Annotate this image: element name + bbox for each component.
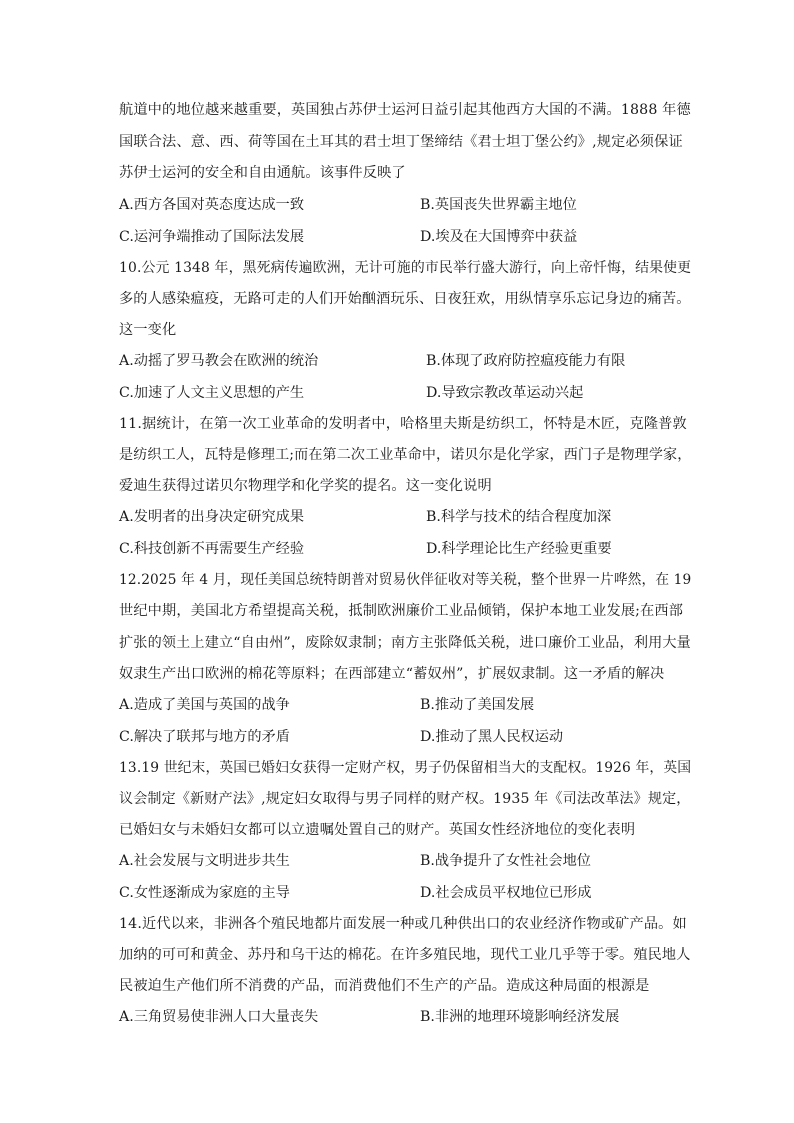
- intro-line-2: 国联合法、意、西、荷等国在土耳其的君士坦丁堡缔结《君士坦丁堡公约》,规定必须保证: [119, 134, 683, 150]
- q11-line-1: 11.据统计，在第一次工业革命的发明者中，哈格里夫斯是纺织工，怀特是木匠，克隆普敦: [119, 416, 687, 432]
- q13-line-3: 已婚妇女与未婚妇女都可以立遗嘱处置自己的财产。英国女性经济地位的变化表明: [119, 822, 636, 838]
- q12-option-d: D.推动了黑人民权运动: [420, 729, 564, 745]
- q14-line-1: 14.近代以来，非洲各个殖民地都片面发展一种或几种供出口的农业经济作物或矿产品。如: [119, 916, 687, 932]
- intro-line-1: 航道中的地位越来越重要，英国独占苏伊士运河日益引起其他西方大国的不满。1888 年德: [119, 102, 691, 118]
- q10-line-2: 多的人感染瘟疫，无路可走的人们开始酗酒玩乐、日夜狂欢，用纵情享乐忘记身边的痛苦。: [119, 291, 691, 307]
- q13-line-2: 议会制定《新财产法》,规定妇女取得与男子同样的财产权。1935 年《司法改革法》规定，: [119, 791, 691, 807]
- intro-option-a: A.西方各国对英态度达成一致: [119, 197, 305, 213]
- q11-option-d: D.科学理论比生产经验更重要: [426, 541, 612, 557]
- q12-option-c: C.解决了联邦与地方的矛盾: [119, 729, 290, 745]
- q12-option-b: B.推动了美国发展: [420, 697, 535, 713]
- q11-option-b: B.科学与技术的结合程度加深: [426, 509, 612, 525]
- q13-option-a: A.社会发展与文明进步共生: [119, 853, 290, 869]
- q13-option-b: B.战争提升了女性社会地位: [420, 853, 591, 869]
- q14-option-a: A.三角贸易使非洲人口大量丧失: [119, 1009, 319, 1025]
- q11-line-3: 爱迪生获得过诺贝尔物理学和化学奖的提名。这一变化说明: [119, 478, 492, 494]
- q12-option-a: A.造成了美国与英国的战争: [119, 697, 290, 713]
- q10-line-3: 这一变化: [119, 322, 177, 338]
- q13-line-1: 13.19 世纪末，英国已婚妇女获得一定财产权，男子仍保留相当大的支配权。1926 年，英国: [119, 760, 692, 776]
- q14-option-b: B.非洲的地理环境影响经济发展: [420, 1009, 620, 1025]
- q11-option-c: C.科技创新不再需要生产经验: [119, 541, 305, 557]
- q10-line-1: 10.公元 1348 年，黑死病传遍欧洲，无计可施的市民举行盛大游行，向上帝忏悔，结果使更: [119, 260, 692, 276]
- q10-option-c: C.加速了人文主义思想的产生: [119, 385, 305, 401]
- intro-option-b: B.英国丧失世界霸主地位: [420, 197, 577, 213]
- q14-line-2: 加纳的可可和黄金、苏丹和乌干达的棉花。在许多殖民地，现代工业几乎等于零。殖民地人: [119, 947, 691, 963]
- q11-option-a: A.发明者的出身决定研究成果: [119, 509, 305, 525]
- q10-option-d: D.导致宗教改革运动兴起: [426, 385, 584, 401]
- q12-line-1: 12.2025 年 4 月，现任美国总统特朗普对贸易伙伴征收对等关税，整个世界一片哗然，在 19: [119, 572, 692, 588]
- q11-line-2: 是纺织工人，瓦特是修理工;而在第二次工业革命中，诺贝尔是化学家，西门子是物理学家，: [119, 447, 692, 463]
- intro-option-c: C.运河争端推动了国际法发展: [119, 229, 305, 245]
- q12-line-4: 奴隶生产出口欧洲的棉花等原料；在西部建立“蓄奴州”，扩展奴隶制。这一矛盾的解决: [119, 666, 665, 682]
- intro-line-3: 苏伊士运河的安全和自由通航。该事件反映了: [119, 165, 406, 181]
- q10-option-b: B.体现了政府防控瘟疫能力有限: [426, 353, 626, 369]
- q14-line-3: 民被迫生产他们所不消费的产品，而消费他们不生产的产品。造成这种局面的根源是: [119, 978, 650, 994]
- q13-option-c: C.女性逐渐成为家庭的主导: [119, 885, 290, 901]
- q13-option-d: D.社会成员平权地位已形成: [420, 885, 592, 901]
- q12-line-2: 世纪中期，美国北方希望提高关税，抵制欧洲廉价工业品倾销，保护本地工业发展;在西部: [119, 603, 684, 619]
- q10-option-a: A.动摇了罗马教会在欧洲的统治: [119, 353, 319, 369]
- q12-line-3: 扩张的领土上建立“自由州”，废除奴隶制；南方主张降低关税，进口廉价工业品，利用大量: [119, 635, 691, 651]
- intro-option-d: D.埃及在大国博弈中获益: [420, 229, 578, 245]
